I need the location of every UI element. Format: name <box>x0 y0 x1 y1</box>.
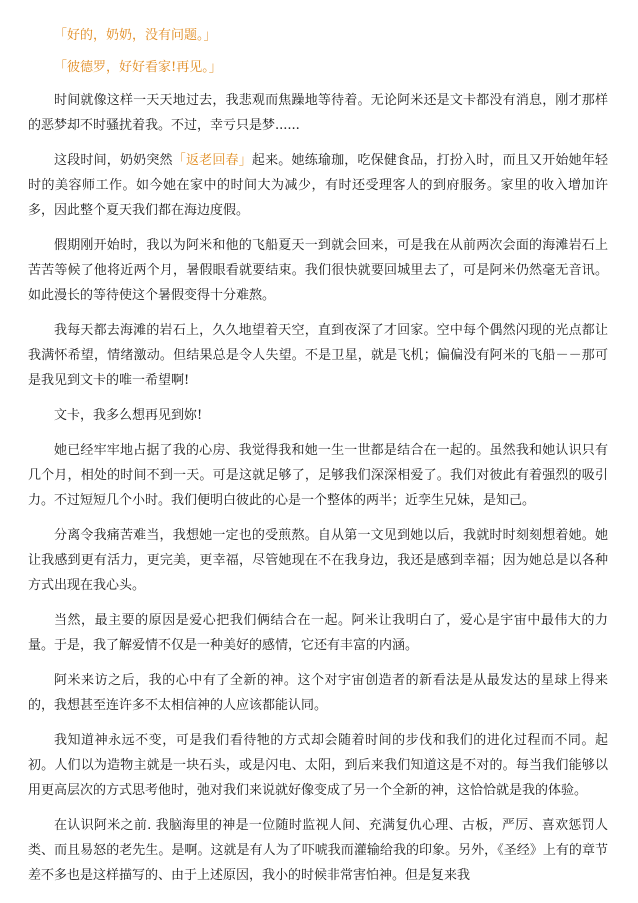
dialogue-paragraph: 「好的，奶奶，没有问题。」 <box>54 28 217 43</box>
body-paragraph: 当然，最主要的原因是爱心把我们俩结合在一起。阿米让我明白了，爱心是宇宙中最伟大的力量。于是，我了解爱情不仅是一种美好的感情，它还有丰富的内涵。 <box>28 613 608 653</box>
body-paragraph: 我知道神永远不变，可是我们看待牠的方式却会随着时间的步伐和我们的进化过程而不同。起初。人们以为造物主就是一块石头，或是闪电、太阳，到后来我们知道这是不对的。每当我们能够以用更高层次的方式思考他时，弛对我们来说就好像变成了另一个全新的神，这恰恰就是我的体验。 <box>28 733 608 798</box>
body-paragraph: 她已经牢牢地占据了我的心房、我觉得我和她一生一世都是结合在一起的。虽然我和她认识只有几个月，相处的时间不到一天。可是这就足够了，足够我们深深相爱了。我们对彼此有着强烈的吸引力。不过短短几个小时。我们便明白彼此的心是一个整体的两半；近孪生兄妹，是知己。 <box>28 443 608 508</box>
highlighted-quote: 「返老回春」 <box>172 153 252 168</box>
body-paragraph: 时间就像这样一天天地过去，我悲观而焦躁地等待着。无论阿米还是文卡都没有消息，刚才那样的恶梦却不时骚扰着我。不过，幸亏只是梦...... <box>28 93 608 133</box>
paragraph-text: 这段时间，奶奶突然 <box>54 153 173 168</box>
body-paragraph: 分离令我痛苦难当，我想她一定也的受煎熬。自从第一文见到她以后，我就时时刻刻想着她。她让我感到更有活力，更完美，更幸福，尽管她现在不在我身边，我还是感到幸福；因为她总是以各种方式出现在我心头。 <box>28 528 608 593</box>
body-paragraph: 在认识阿米之前. 我脑海里的神是一位随时监视人间、充满复仇心理、古板，严厉、喜欢惩罚人类、而且易怒的老先生。是啊。这就是有人为了吓唬我而灌输给我的印象。另外，《圣经》上有的章节差不多也是这样描写的、由于上述原因，我小的时候非常害怕神。但是复来我 <box>28 818 608 883</box>
dialogue-paragraph: 「彼德罗，好好看家!再见。」 <box>54 60 222 75</box>
body-paragraph: 阿米来访之后，我的心中有了全新的神。这个对宇宙创造者的新看法是从最发达的星球上得来的，我想甚至连许多不太相信神的人应该都能认同。 <box>28 673 608 713</box>
body-paragraph: 我每天都去海滩的岩石上，久久地望着天空，直到夜深了才回家。空中每个偶然闪现的光点都让我满怀希望，情绪激动。但结果总是令人失望。不是卫星，就是飞机；偏偏没有阿米的飞船－－那可是我见到文卡的唯一希望啊! <box>28 323 608 388</box>
body-paragraph: 假期刚开始时，我以为阿米和他的飞船夏天一到就会回来，可是我在从前两次会面的海滩岩石上苦苦等候了他将近两个月，暑假眼看就要结束。我们很快就要回城里去了，可是阿米仍然毫无音讯。如此漫长的等待使这个暑假变得十分难熬。 <box>28 238 608 303</box>
body-paragraph <box>28 148 608 223</box>
body-paragraph: 文卡，我多么想再见到妳! <box>54 408 203 423</box>
paragraph-text: 起来。她练瑜珈，吃保健食品，打扮入时，而且又开始她年轻时的美容师工作。如今她在家中的时间大为减少，有时还受理客人的到府服务。家里的收入增加许多，因此整个夏天我们都在海边度假。 <box>28 153 608 218</box>
